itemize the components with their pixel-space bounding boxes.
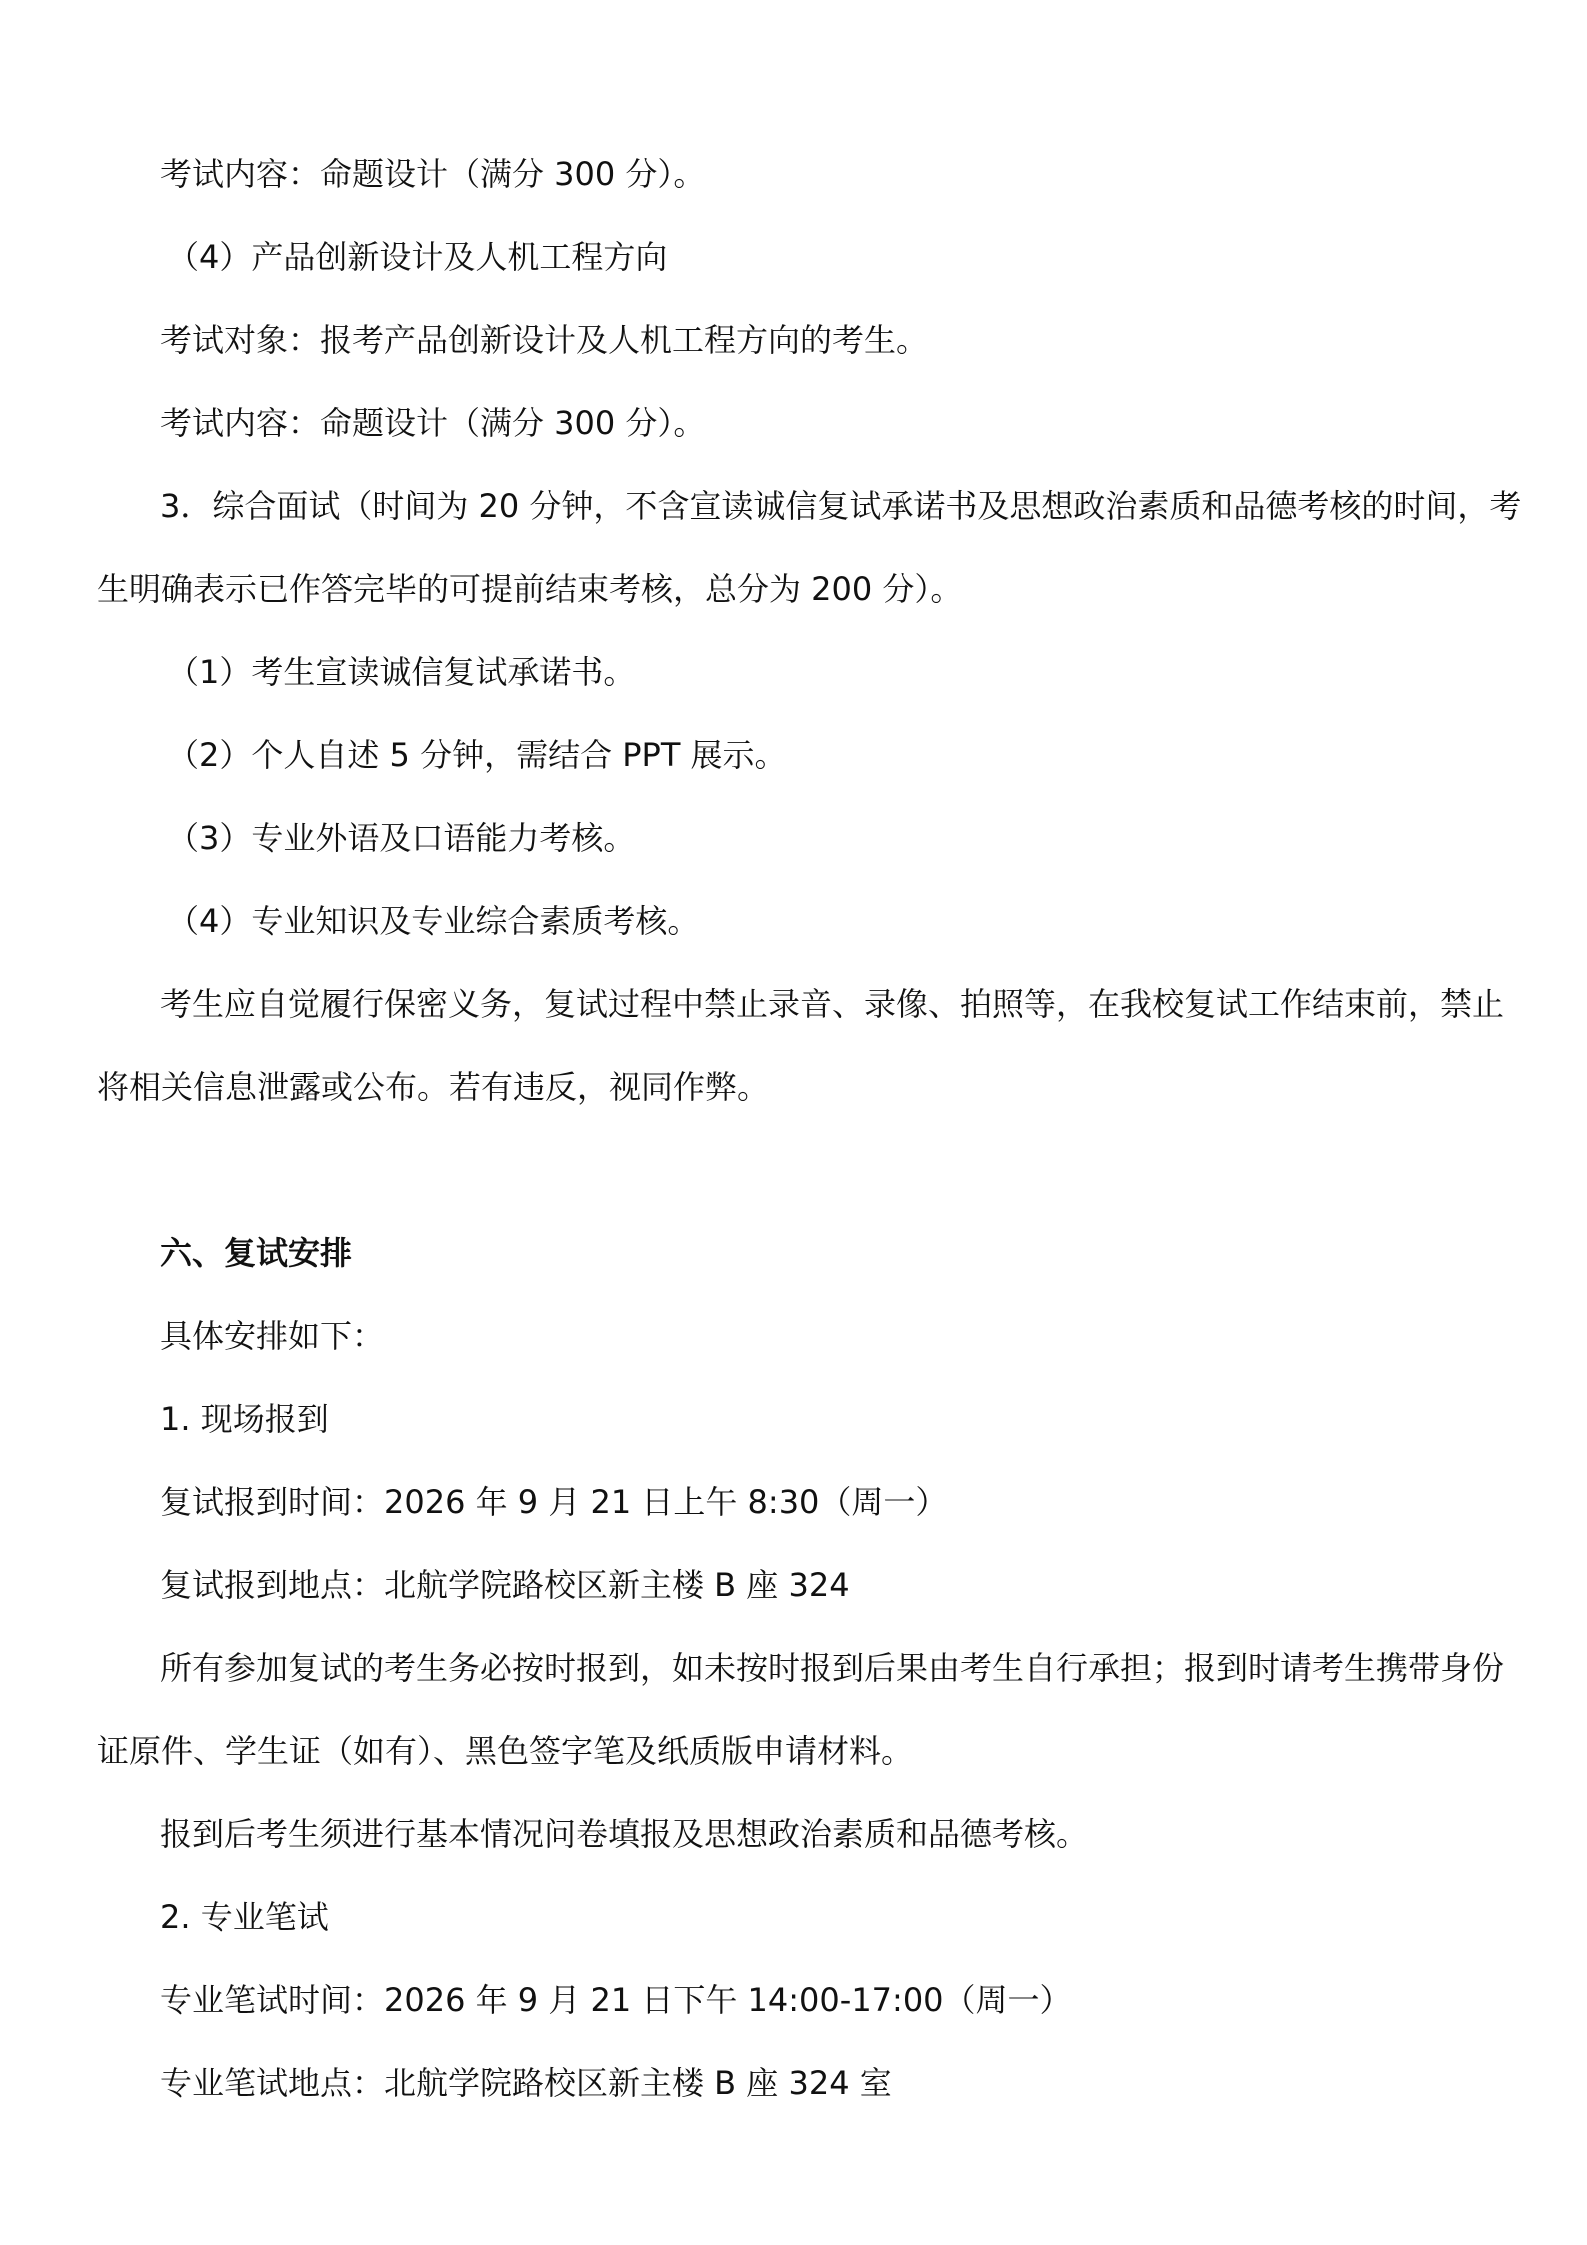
- interview-item-3: （3）专业外语及口语能力考核。: [167, 819, 636, 857]
- checkin-time: 复试报到时间：2026 年 9 月 21 日上午 8:30（周一）: [160, 1483, 948, 1521]
- checkin-location: 复试报到地点：北航学院路校区新主楼 B 座 324: [160, 1566, 850, 1604]
- interview-paragraph-line-1: 3．综合面试（时间为 20 分钟，不含宣读诚信复试承诺书及思想政治素质和品德考核的时间，考: [160, 487, 1522, 525]
- checkin-paragraph-line-2: 证原件、学生证（如有）、黑色签字笔及纸质版申请材料。: [97, 1732, 914, 1770]
- confidentiality-paragraph-line-2: 将相关信息泄露或公布。若有违反，视同作弊。: [97, 1068, 770, 1106]
- arrangement-intro: 具体安排如下：: [160, 1317, 385, 1355]
- checkin-paragraph-line-1: 所有参加复试的考生务必按时报到，如未按时报到后果由考生自行承担；报到时请考生携带身份: [160, 1649, 1505, 1687]
- section-heading: 六、复试安排: [160, 1234, 353, 1272]
- checkin-heading: 1. 现场报到: [160, 1400, 329, 1438]
- interview-item-2: （2）个人自述 5 分钟，需结合 PPT 展示。: [167, 736, 787, 774]
- questionnaire-line: 报到后考生须进行基本情况问卷填报及思想政治素质和品德考核。: [160, 1815, 1089, 1853]
- interview-item-4: （4）专业知识及专业综合素质考核。: [167, 902, 700, 940]
- written-exam-location: 专业笔试地点：北航学院路校区新主楼 B 座 324 室: [160, 2064, 892, 2102]
- confidentiality-paragraph-line-1: 考生应自觉履行保密义务，复试过程中禁止录音、录像、拍照等，在我校复试工作结束前，禁止: [160, 985, 1505, 1023]
- direction-heading-4: （4）产品创新设计及人机工程方向: [167, 238, 668, 276]
- interview-paragraph-line-2: 生明确表示已作答完毕的可提前结束考核，总分为 200 分）。: [97, 570, 963, 608]
- exam-content-line-1: 考试内容：命题设计（满分 300 分）。: [160, 155, 706, 193]
- exam-content-line-2: 考试内容：命题设计（满分 300 分）。: [160, 404, 706, 442]
- written-exam-time: 专业笔试时间：2026 年 9 月 21 日下午 14:00-17:00（周一）: [160, 1981, 1072, 2019]
- exam-target-line: 考试对象：报考产品创新设计及人机工程方向的考生。: [160, 321, 929, 359]
- interview-item-1: （1）考生宣读诚信复试承诺书。: [167, 653, 636, 691]
- written-exam-heading: 2. 专业笔试: [160, 1898, 329, 1936]
